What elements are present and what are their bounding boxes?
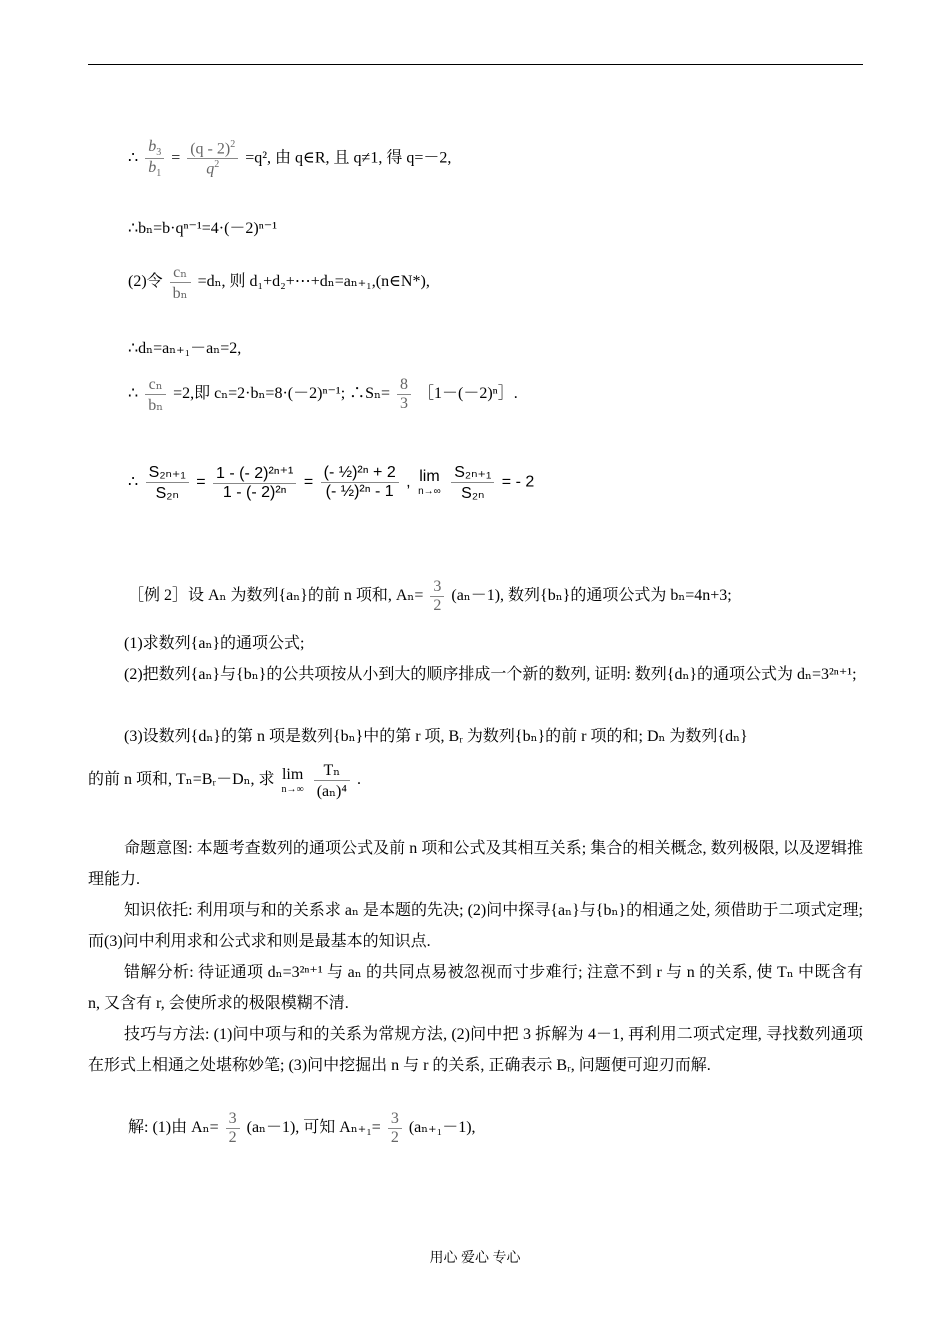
equation-q: ∴ $\frac{b_3}{b_1}$ = $\frac{(q - 2)^2}{q^2}$ =q², 由 q∈R, 且 q≠1, 得 q=－2, [128, 138, 452, 180]
equation-tail: =q², 由 q∈R, 且 q≠1, 得 q=－2, [245, 149, 452, 167]
question-3-limit: 的前 n 项和, Tₙ=Bᵣ－Dₙ, 求 lim n→∞ $\frac{\text{Tₙ}}{\text{(aₙ)⁴}}$ . [88, 762, 361, 800]
fraction-half: $\frac{\text{(- ½)²ⁿ + 2}}{\text{(- ½)²ⁿ - 1}}$ [321, 464, 399, 501]
fraction-1-minus: $\frac{\text{1 - (- 2)²ⁿ⁺¹}}{\text{1 - (- 2)²ⁿ}}$ [213, 463, 296, 502]
limit-operator: lim n→∞ [418, 468, 441, 497]
equation-bn: ∴bₙ=b·qⁿ⁻¹=4·(－2)ⁿ⁻¹ [128, 220, 278, 237]
fraction-8-3: $\frac{8}{3}$ [397, 376, 411, 413]
fraction-b3-b1: $\frac{b_3}{b_1}$ [145, 138, 164, 179]
basis-paragraph: 知识依托: 利用项与和的关系求 aₙ 是本题的先决; (2)问中探寻{aₙ}与{bₙ}的相通之处, 须借助于二项式定理; 而(3)问中利用求和公式求和则是最基本的知识点. [88, 902, 863, 950]
question-1: (1)求数列{aₙ}的通项公式; [124, 635, 305, 652]
fraction-q: $\frac{(q - 2)^2}{q^2}$ [187, 139, 238, 179]
page-footer: 用心 爱心 专心 [429, 1251, 521, 1266]
equation-sn: ∴ $\frac{\text{cₙ}}{\text{bₙ}}$ =2,即 cₙ=2·bₙ=8·(－2)ⁿ⁻¹; ∴Sₙ= $\frac{8}{3}$ ［1－(－2)ⁿ］. [128, 376, 518, 414]
example-2-statement: ［例 2］设 Aₙ 为数列{aₙ}的前 n 项和, Aₙ= $\frac{3}{2}$ (aₙ－1), 数列{bₙ}的通项公式为 bₙ=4n+3; [128, 578, 732, 614]
solution-line: 解: (1)由 Aₙ= $\frac{3}{2}$ (aₙ－1), 可知 Aₙ₊₁= $\frac{3}{2}$ (aₙ₊₁－1), [128, 1110, 476, 1146]
question-3: (3)设数列{dₙ}的第 n 项是数列{bₙ}中的第 r 项, Bᵣ 为数列{bₙ}的前 r 项的和; Dₙ 为数列{dₙ} [124, 728, 748, 745]
error-paragraph: 错解分析: 待证通项 dₙ=3²ⁿ⁺¹ 与 aₙ 的共同点易被忽视而寸步难行; 注意不到 r 与 n 的关系, 使 Tₙ 中既含有 n, 又含有 r, 会使所求的极限模糊不清. [88, 964, 863, 1012]
method-paragraph: 技巧与方法: (1)问中项与和的关系为常规方法, (2)问中把 3 拆解为 4－1, 再利用二项式定理, 寻找数列通项在形式上相通之处堪称妙笔; (3)问中挖掘出 n 与 r 的关系, 正确表示 Bᵣ, 问题便可迎刃而解. [88, 1026, 863, 1074]
equation-dn: ∴dₙ=aₙ₊₁－aₙ=2, [128, 340, 242, 357]
fraction-cn-bn: $\frac{\text{cₙ}}{\text{bₙ}}$ [170, 262, 191, 303]
fraction-3-2-c: $\frac{3}{2}$ [388, 1110, 402, 1147]
question-2: (2)把数列{aₙ}与{bₙ}的公共项按从小到大的顺序排成一个新的数列, 证明: 数列{dₙ}的通项公式为 dₙ=3²ⁿ⁺¹; [124, 666, 857, 683]
fraction-tn-an4: $\frac{\text{Tₙ}}{\text{(aₙ)⁴}}$ [314, 760, 350, 801]
intent-paragraph: 命题意图: 本题考查数列的通项公式及前 n 项和公式及其相互关系; 集合的相关概念, 数列极限, 以及逻辑推理能力. [88, 840, 863, 888]
fraction-3-2-b: $\frac{3}{2}$ [226, 1110, 240, 1147]
limit-operator-2: lim n→∞ [281, 766, 304, 795]
fraction-s2n1-s2n: $\frac{\text{S₂ₙ₊₁}}{\text{S₂ₙ}}$ [146, 462, 189, 503]
fraction-cn-bn-2: $\frac{\text{cₙ}}{\text{bₙ}}$ [145, 374, 166, 415]
header-rule [88, 64, 863, 65]
therefore-symbol: ∴ [128, 149, 139, 167]
equation-limit: ∴ $\frac{\text{S₂ₙ₊₁}}{\text{S₂ₙ}}$ = $\frac{\text{1 - (- 2)²ⁿ⁺¹}}{\text{1 - (- 2)²ⁿ}}$ = $\frac{\text{(- ½)²ⁿ + 2}}{\text{(- ½)²ⁿ - 1}}$ , lim n→∞ $\frac{\text{S₂ₙ₊₁}}{\text{S₂ₙ}}$ = - 2 [128, 464, 535, 502]
equation-dn-def: (2)令 $\frac{\text{cₙ}}{\text{bₙ}}$ =dₙ, 则 d₁+d₂+⋯+dₙ=aₙ₊₁,(n∈N*), [128, 264, 430, 302]
fraction-s2n1-s2n-2: $\frac{\text{S₂ₙ₊₁}}{\text{S₂ₙ}}$ [451, 462, 494, 503]
fraction-3-2: $\frac{3}{2}$ [430, 578, 444, 615]
